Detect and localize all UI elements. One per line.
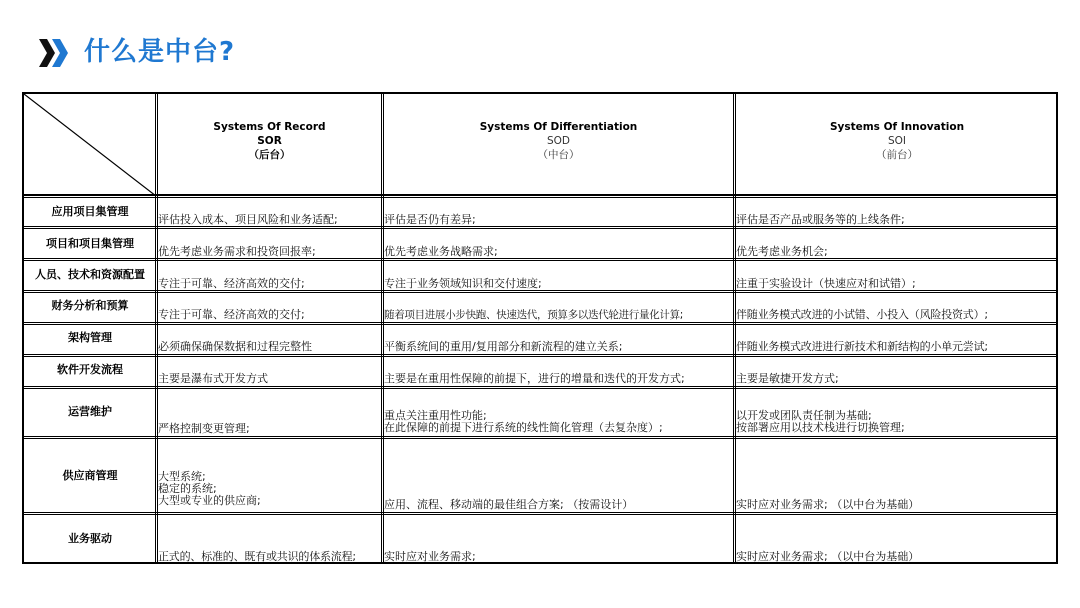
table-cell: 专注于可靠、经济高效的交付; xyxy=(158,277,305,290)
page-title: 什么是中台? xyxy=(84,37,236,67)
header-soi xyxy=(736,120,1058,162)
table-cell: 专注于业务领域知识和交付速度; xyxy=(384,277,542,290)
table-cell: 伴随业务模式改进进行新技术和新结构的小单元尝试; xyxy=(736,340,988,353)
row-divider xyxy=(24,258,1056,261)
header-sod xyxy=(384,120,733,162)
table-cell: 重点关注重用性功能; 在此保障的前提下进行系统的线性简化管理（去复杂度）; xyxy=(384,409,663,434)
row-divider xyxy=(24,322,1056,325)
row-divider xyxy=(24,386,1056,389)
row-label: 人员、技术和资源配置 xyxy=(35,268,145,281)
row-divider xyxy=(24,512,1056,515)
table-cell: 优先考虑业务需求和投资回报率; xyxy=(158,245,316,258)
table-cell: 注重于实验设计（快速应对和试错）; xyxy=(736,277,916,290)
table-cell: 必须确保确保数据和过程完整性 xyxy=(158,340,312,353)
column-divider xyxy=(381,94,384,562)
header-sor-name: Systems Of Record xyxy=(213,121,326,133)
table-cell: 严格控制变更管理; xyxy=(158,422,250,435)
row-label: 软件开发流程 xyxy=(57,363,123,376)
row-label: 供应商管理 xyxy=(62,469,118,482)
row-divider xyxy=(24,194,1056,198)
header-soi-role: （前台） xyxy=(876,149,918,161)
header-sor-abbr: SOR xyxy=(257,135,282,147)
double-chevron-icon xyxy=(38,36,68,70)
row-label: 财务分析和预算 xyxy=(51,299,129,312)
table-cell: 专注于可靠、经济高效的交付; xyxy=(158,308,305,321)
header-sod-name: Systems Of Differentiation xyxy=(479,121,638,133)
table-cell: 主要是敏捷开发方式; xyxy=(736,372,839,385)
table-cell: 评估是否产品或服务等的上线条件; xyxy=(736,213,905,226)
row-divider xyxy=(24,436,1056,439)
table-cell: 主要是在重用性保障的前提下，进行的增量和迭代的开发方式; xyxy=(384,372,685,385)
column-divider xyxy=(733,94,736,562)
header-soi-abbr: SOI xyxy=(887,135,907,147)
table-cell: 随着项目进展小步快跑、快速迭代，预算多以迭代轮进行量化计算; xyxy=(384,309,684,321)
row-label: 架构管理 xyxy=(68,331,112,344)
table-cell: 伴随业务模式改进的小试错、小投入（风险投资式）; xyxy=(736,308,988,321)
header-sor-role: （后台） xyxy=(248,149,291,161)
table-cell: 平衡系统间的重用/复用部分和新流程的建立关系; xyxy=(384,340,623,353)
header-sod-abbr: SOD xyxy=(546,135,570,147)
row-label: 应用项目集管理 xyxy=(51,205,129,218)
table-cell: 主要是瀑布式开发方式 xyxy=(158,372,268,385)
row-divider xyxy=(24,226,1056,229)
table-cell: 应用、流程、移动端的最佳组合方案; （按需设计） xyxy=(384,498,634,511)
table-cell: 实时应对业务需求; （以中台为基础） xyxy=(736,550,920,563)
comparison-table xyxy=(22,92,1058,564)
row-label: 运营维护 xyxy=(68,405,112,418)
table-cell: 大型系统; 稳定的系统; 大型或专业的供应商; xyxy=(158,470,261,507)
table-cell: 实时应对业务需求; （以中台为基础） xyxy=(736,498,920,511)
row-label: 业务驱动 xyxy=(68,532,112,545)
table-cell: 正式的、标准的、既有或共识的体系流程; xyxy=(158,550,356,563)
row-divider xyxy=(24,290,1056,293)
row-divider xyxy=(24,354,1056,357)
table-cell: 评估是否仍有差异; xyxy=(384,213,476,226)
table-cell: 以开发或团队责任制为基础; 按部署应用以技术栈进行切换管理; xyxy=(736,409,905,434)
row-label: 项目和项目集管理 xyxy=(46,237,134,250)
table-cell: 实时应对业务需求; xyxy=(384,550,476,563)
header-sod-role: （中台） xyxy=(537,149,580,161)
table-cell: 优先考虑业务机会; xyxy=(736,245,828,258)
diagonal-header-cell xyxy=(24,94,156,196)
header-sor xyxy=(158,120,381,162)
header-soi-name: Systems Of Innovation xyxy=(829,121,965,133)
table-cell: 优先考虑业务战略需求; xyxy=(384,245,498,258)
table-cell: 评估投入成本、项目风险和业务适配; xyxy=(158,213,338,226)
